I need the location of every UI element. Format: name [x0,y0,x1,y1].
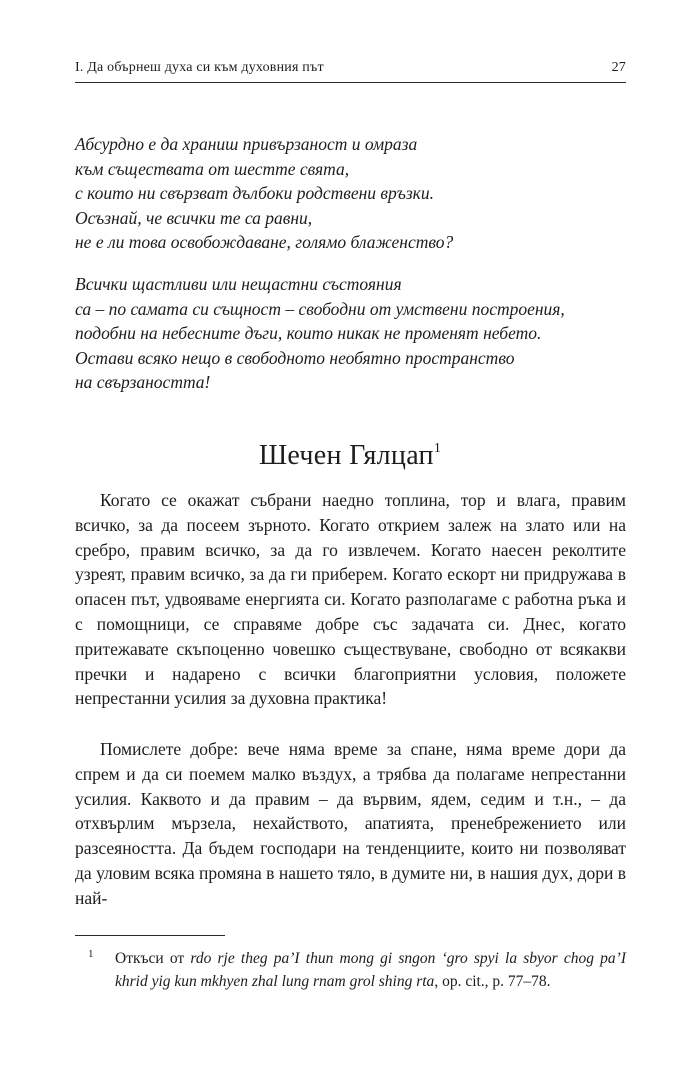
footnote-source-title: rdo rje theg pa’I thun mong gi sngon ‘gro spyi la sbyor chog pa’I khrid yig kun mkhyen zhal lung rnam grol shing rta [115,950,627,990]
verse-line: не е ли това освобождаване, голямо блаженство? [75,232,454,252]
verse-line: Осъзнай, че всички те са равни, [75,207,313,228]
verse-stanza-1 [75,132,635,255]
verse-line: Абсурдно е да храниш привързаност и омраза [75,134,418,154]
paragraph-text: Когато се окажат събрани наедно топлина, тор и влага, правим всичко, за да посеем зърното. Когато открием залеж на злато или на сребро, правим всичко, за да го извлечем. Когато наесен реколтите узреят, правим всичко, за да ги приберем. Когато ескорт ни придружава в опасен път, удвояваме енергията си. Когато разполагаме с работна ръка и с помощници, се справяме добре със задачата си. Днес, когато притежавате скъпоценно човешко съществуване, свободно от всякакви пречки и надарено с всички благоприятни условия, положете непрестанни усилия за духовна практика! [75,490,626,709]
page-number: 27 [611,60,626,75]
verse-line: Всички щастливи или нещастни състояния [75,274,402,294]
footnote-marker: 1 [88,948,94,960]
verse-line: са – по самата си същност – свободни от умствени построения, [75,298,565,319]
footnote-text [115,947,626,993]
body-paragraph-1 [75,488,626,711]
verse-stanza-2 [75,272,635,395]
body-paragraph-2 [75,737,626,911]
verse-line: на свързаността! [75,372,211,392]
verse-line: подобни на небесните дъги, които никак не променят небето. [75,323,542,343]
footnote-separator [75,935,225,936]
footnote-reference: 1 [433,440,442,456]
footnote-suffix: , op. cit., p. 77–78. [434,973,551,990]
verse-line: към съществата от шестте свята, [75,158,350,179]
verse-line: с които ни свързват дълбоки родствени връзки. [75,183,434,203]
running-header [75,60,626,83]
section-title: Шечен Гялцап [258,440,434,471]
section-heading [0,440,700,472]
footnote [75,947,626,993]
verse-line: Остави всяко нещо в свободното необятно пространство [75,347,515,368]
chapter-title: I. Да обърнеш духа си към духовния път [75,60,324,75]
footnote-prefix: Откъси от [115,950,191,967]
paragraph-text: Помислете добре: вече няма време за спане, няма време дори да спрем и да си поемем малко въздух, а трябва да полагаме непрестанни усилия. Каквото и да правим – да вървим, ядем, седим и т.н., – да отхвърлим мързела, нехайството, апатията, пренебрежението или разсеяността. Да бъдем господари на тенденциите, които ни позволяват да уловим всяка промяна в нашето тяло, в думите ни, в нашия дух, дори в най- [75,739,626,908]
